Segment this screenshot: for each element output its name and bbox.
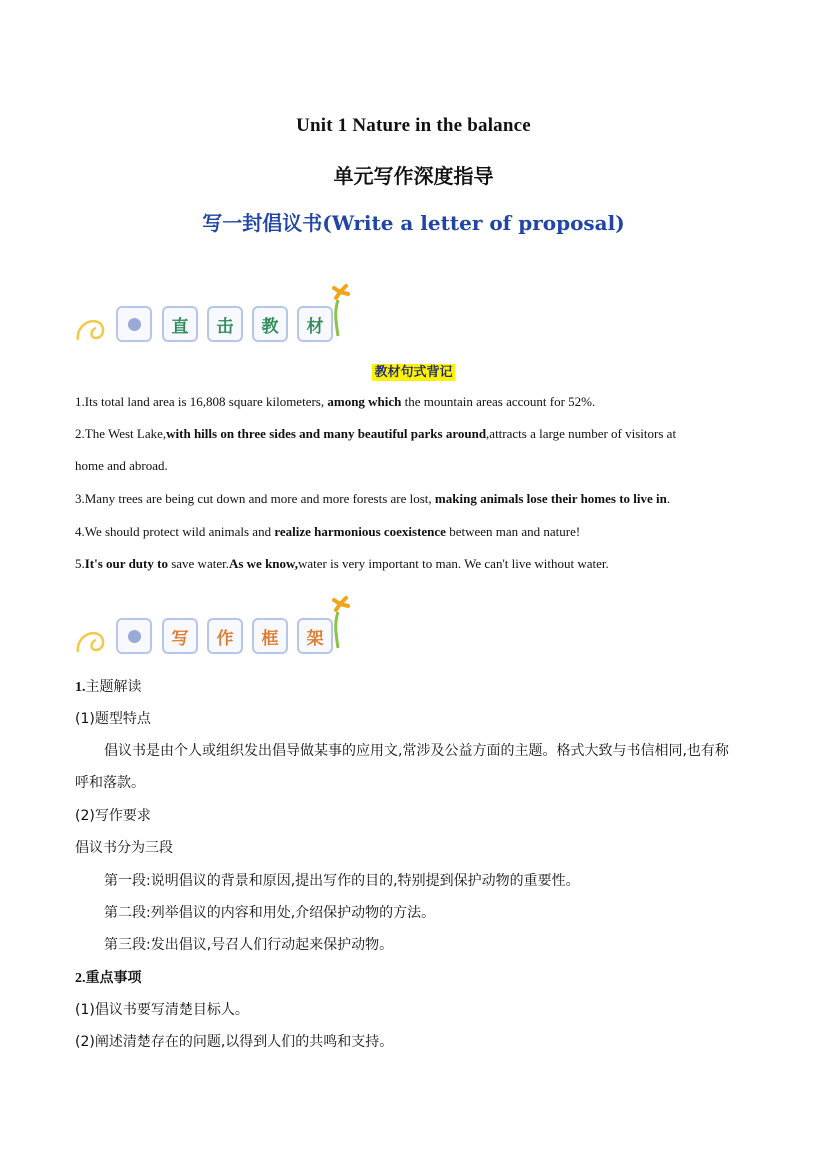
sentence-num: 1. [75, 394, 85, 409]
banner-tile-3: 教 [252, 306, 288, 342]
section-banner-textbook [74, 278, 364, 348]
sentence-caption: 教材句式背记 [374, 365, 453, 380]
heading-num: 1. [75, 680, 86, 695]
subheading-requirements: (2)写作要求 [75, 808, 151, 824]
banner-tile-3: 框 [252, 618, 288, 654]
paragraph-line: 倡议书是由个人或组织发出倡导做某事的应用文,常涉及公益方面的主题。格式大致与书信相同,也有称 [104, 743, 729, 759]
paragraph-line: (1)倡议书要写清楚目标人。 [75, 1002, 249, 1018]
flower-icon [324, 590, 364, 650]
caption-row [0, 361, 827, 380]
paragraph-line: 呼和落款。 [75, 775, 145, 791]
sentence-num: 3. [75, 491, 85, 506]
sentence-bold: realize harmonious coexistence [274, 524, 446, 539]
banner-tile-4: 材 [297, 306, 333, 342]
dot-tile [116, 618, 152, 654]
sentence-text: We should protect wild animals and [84, 524, 275, 539]
heading-num: 2. [75, 971, 86, 986]
sentence-text: ,attracts a large number of visitors at [486, 426, 677, 441]
sentence-num: 5. [75, 556, 85, 571]
flower-icon [324, 278, 364, 338]
sentence-text: home and abroad. [75, 458, 168, 473]
sentence-text: Many trees are being cut down and more and more forests are lost, [84, 491, 435, 506]
heading-topic-reading [75, 676, 755, 696]
banner-tile-1: 直 [162, 306, 198, 342]
sentence-bold: As we know, [228, 556, 298, 571]
topic-heading: 写一封倡议书(Write a letter of proposal) [202, 211, 625, 235]
sentence-num: 2. [75, 426, 85, 441]
sentence-bold: with hills on three sides and many beautiful parks around [166, 426, 487, 441]
sentence-4 [75, 516, 755, 548]
paragraph-line: 第二段:列举倡议的内容和用处,介绍保护动物的方法。 [104, 905, 436, 921]
sentence-1 [75, 386, 755, 418]
sentence-bold: making animals lose their homes to live in [434, 491, 667, 506]
sentence-2 [75, 418, 755, 450]
heading-text: 主题解读 [85, 679, 142, 695]
paragraph-line: 第三段:发出倡议,号召人们行动起来保护动物。 [104, 937, 394, 953]
heading-text: 重点事项 [85, 970, 142, 986]
sentence-text: . [666, 491, 671, 506]
paragraph-line: 第一段:说明倡议的背景和原因,提出写作的目的,特别提到保护动物的重要性。 [104, 873, 580, 889]
page-subtitle: 单元写作深度指导 [333, 164, 494, 188]
banner-tile-2: 作 [207, 618, 243, 654]
page-title: Unit 1 Nature in the balance [296, 115, 531, 136]
sentence-text: The West Lake, [84, 426, 167, 441]
subheading-features: (1)题型特点 [75, 711, 151, 727]
banner-tile-4: 架 [297, 618, 333, 654]
sentence-text: between man and nature! [445, 524, 581, 539]
heading-key-points [75, 967, 755, 987]
banner-tile-2: 击 [207, 306, 243, 342]
paragraph-line: (2)阐述清楚存在的问题,以得到人们的共鸣和支持。 [75, 1034, 394, 1050]
sentence-5 [75, 548, 755, 580]
sentence-bold: among which [327, 394, 402, 409]
sentence-text: Its total land area is 16,808 square kilometers, [84, 394, 328, 409]
dot-tile [116, 306, 152, 342]
sentence-num: 4. [75, 524, 85, 539]
sentence-text: water is very important to man. We can't live without water. [297, 556, 609, 571]
sentence-text: save water. [167, 556, 229, 571]
paragraph-line: 倡议书分为三段 [75, 840, 173, 856]
sentence-text: the mountain areas account for 52%. [401, 394, 596, 409]
sentence-bold: It's our duty to [84, 556, 168, 571]
banner-tile-1: 写 [162, 618, 198, 654]
sentence-3 [75, 483, 755, 515]
sentence-2-cont [75, 450, 755, 482]
section-banner-framework [74, 590, 364, 660]
